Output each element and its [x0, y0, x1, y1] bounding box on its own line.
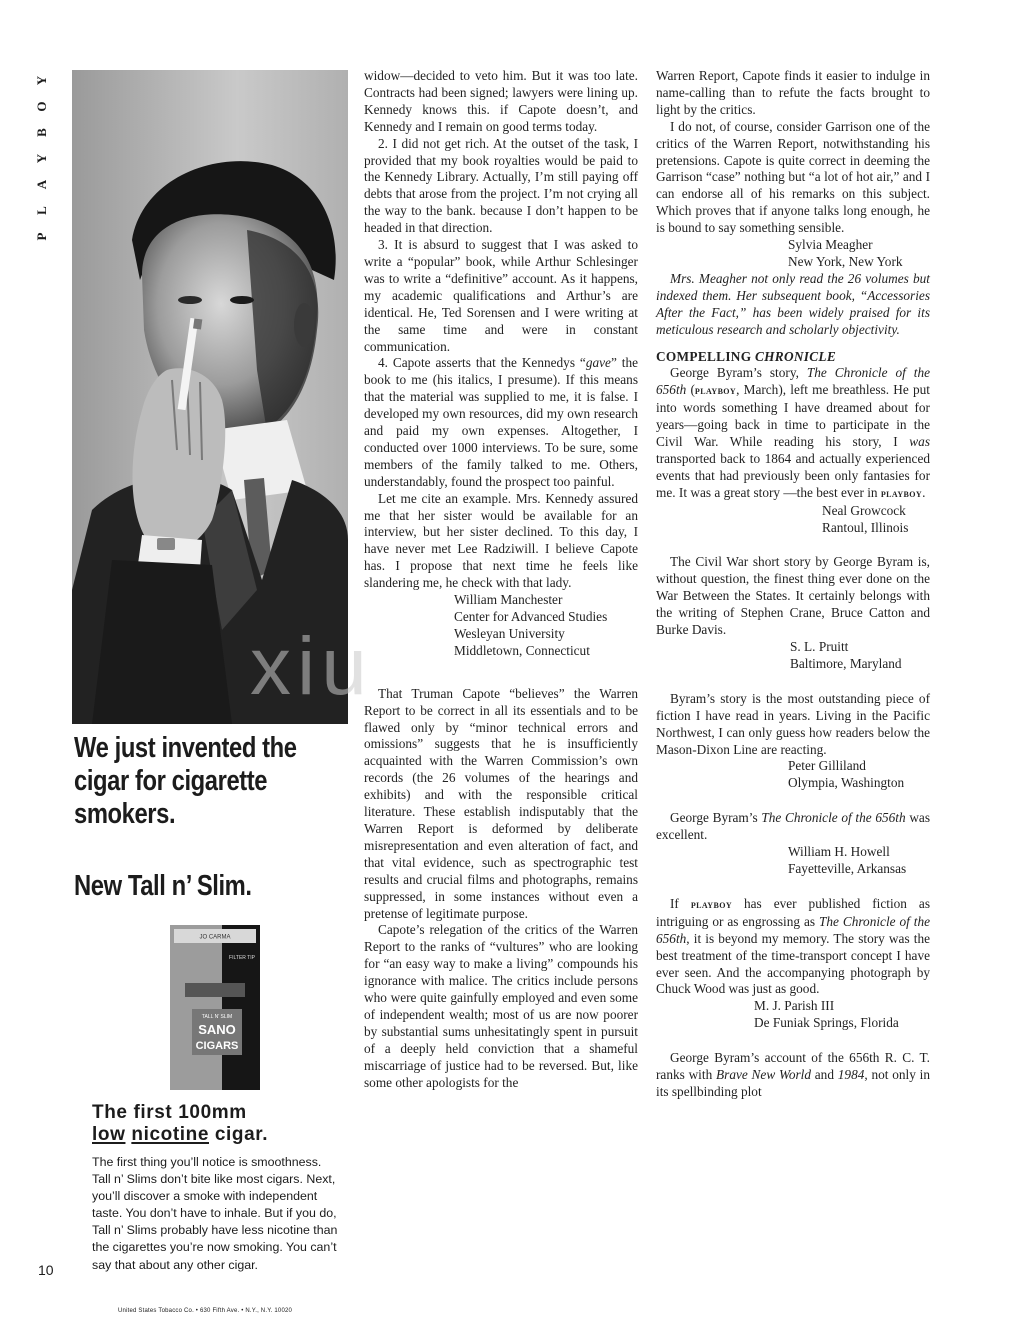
letter-signature [656, 639, 930, 673]
text-span: ( [686, 382, 695, 398]
spacer [656, 673, 930, 691]
paragraph: I do not, of course, consider Garrison one of the critics of the Warren Report, notwithstanding his pretensions. Capote is quite correct in deeming the Garrison “case” nothing but “a lot of hot air,” and I can endorse all of his remarks on this subject. Which proves that if anyone talks long enough, he is bound to say something sensible. [656, 118, 930, 236]
magazine-letter: L [34, 205, 49, 215]
ad-body-copy: The first thing you’ll notice is smoothness. Tall n’ Slims don’t bite like most cigars. Next, you’ll discover a smoke with independent taste. You don’t have to inhale. But if you do, Tall n’ Slims probably have less nicotine than the cigarettes you’re now smoking. You can’t say that about any other cigar. [92, 1155, 338, 1272]
signature-location: Rantoul, Illinois [822, 519, 909, 535]
text-span: If [670, 895, 691, 911]
paragraph: The Civil War short story by George Byram is, without question, the finest thing ever done on the War Between the States. It certainly belongs with the writing of Stephen Crane, Bruce Catton and Burke Davis. [656, 554, 930, 638]
letter-signature [656, 998, 930, 1032]
letter-signature [656, 237, 930, 271]
signature-location: Fayetteville, Arkansas [788, 860, 907, 876]
pack-product-name: CIGARS [195, 1040, 239, 1052]
signature-name: S. L. Pruitt [790, 639, 849, 654]
spacer [364, 660, 638, 686]
book-title: Brave New World [716, 1067, 811, 1083]
paragraph: Let me cite an example. Mrs. Kennedy assured me that her sister would be available for an interview, but her sister declined. To this day, I have never met Lee Radziwill. I believe Capote has. I propose that next time he feels like slandering me, he check with that lady. [364, 490, 638, 591]
story-title: The Chronicle of the 656th [761, 810, 906, 826]
magazine-name: playboy [694, 385, 737, 398]
magazine-letter: P [34, 231, 49, 241]
text-span: was excellent. [656, 810, 930, 843]
magazine-name-vertical [34, 70, 50, 252]
text-span: George Byram’s [670, 810, 762, 826]
pack-top-label: JO CARMA [199, 934, 231, 941]
paragraph [656, 810, 930, 844]
paragraph [364, 355, 638, 490]
ad-tagline [92, 1102, 268, 1146]
magazine-letter: B [34, 127, 49, 137]
page-number: 10 [38, 1262, 54, 1278]
ad-subhead: New Tall n’ Slim. [74, 870, 252, 902]
paragraph [656, 896, 930, 998]
magazine-letter: Y [34, 74, 49, 86]
signature-line: Center for Advanced Studies [454, 609, 608, 624]
signature-name: Sylvia Meagher [788, 237, 873, 253]
magazine-name: playboy [880, 487, 923, 500]
signature-location: Baltimore, Maryland [790, 655, 902, 671]
cigar-pack-image [170, 925, 260, 1090]
section-heading [656, 349, 930, 366]
heading-italic: CHRONICLE [754, 348, 836, 364]
tagline-cigar: cigar. [214, 1124, 269, 1145]
spacer [656, 1032, 930, 1050]
signature-line: Wesleyan University [454, 625, 565, 641]
paragraph: 2. I did not get rich. At the outset of the task, I provided that my book royalties would be paid to the Kennedy Library. Actually, I’m still paying off debts that arose from the project. I’m not crying all the way to the bank. because I don’t happen to be headed in that direction. [364, 135, 638, 236]
tagline-line-2 [92, 1124, 268, 1146]
paragraph: widow—decided to veto him. But it was too late. Contracts had been signed; lawyers were lining up. Kennedy knows this. if Capote doesn’t, and Kennedy and I remain on good terms today. [364, 68, 638, 134]
story-title: The Chronicle of the 656th [656, 913, 930, 946]
tagline-line-1: The first 100mm [92, 1102, 247, 1123]
paragraph: Byram’s story is the most outstanding piece of fiction I have read in years. Living in the Pacific Northwest, I can only guess how readers below the Mason-Dixon Line are reacting. [656, 690, 930, 757]
tagline-low: low [92, 1124, 126, 1145]
ad-photo-man-smoking [72, 70, 348, 724]
ad-footer-address: United States Tobacco Co. • 630 Fifth Ave. • N.Y., N.Y. 10020 [118, 1308, 293, 1314]
signature-name: William H. Howell [788, 844, 890, 860]
signature-name: William Manchester [454, 592, 563, 608]
text-span: , not only in its spellbinding plot [656, 1067, 930, 1099]
italic-word: gave [585, 355, 611, 371]
signature-location: New York, New York [788, 253, 903, 269]
letter-signature [364, 592, 638, 660]
signature-name: Neal Growcock [822, 502, 906, 518]
text-span: , it is beyond my memory. The story was the best treatment of the time-transport concept I have ever seen. And the accompanying photograph by Chuck Wood was just as good. [656, 930, 930, 997]
paragraph [656, 1050, 930, 1101]
heading-text: COMPELLING [656, 348, 755, 364]
cigar-pack-illustration [170, 925, 260, 1090]
text-span: has ever published fiction as intriguing or as engrossing as [656, 895, 930, 929]
book-title: 1984 [837, 1067, 865, 1083]
letter-signature [656, 844, 930, 878]
signature-location: De Funiak Springs, Florida [754, 1015, 899, 1031]
paragraph: Warren Report, Capote finds it easier to indulge in name-calling than to refute the facts brought to light by the critics. [656, 68, 930, 117]
pack-band-label: FILTER TIP [229, 955, 255, 961]
signature-name: Peter Gilliland [788, 758, 866, 774]
ad-headline: We just invented the cigar for cigarette smokers. [74, 732, 297, 830]
signature-location: Middletown, Connecticut [454, 642, 590, 658]
editor-note: Mrs. Meagher not only read the 26 volumes but indexed them. Her subsequent book, “Accessories After the Fact,” has been widely praised for its meticulous research and scholarly objectivity. [656, 270, 930, 337]
signature-name: M. J. Parish III [754, 998, 835, 1014]
letter-signature [656, 758, 930, 792]
magazine-letter: A [34, 178, 49, 190]
magazine-letter: O [34, 100, 49, 112]
paragraph: Capote’s relegation of the critics of the Warren Report to the ranks of “vultures” who are looking for “an easy way to make a living” compounds his ignorance with malice. The critics include persons who were quite gainfully employed and even some of independent wealth; most of us are now poorer by substantial sums unhesitatingly spent in pursuit of a deeply held conviction that a shameful miscarriage of justice had to be reversed. But, like some other apologists for the [364, 922, 638, 1090]
italic-word: was [909, 434, 930, 450]
text-span: transported back to 1864 and actually experienced events that had previously been only fantasies for me. It was a great story —the best ever in [656, 450, 930, 500]
pack-brand-name: SANO [198, 1022, 236, 1037]
text-span: George Byram’s account of the 656th R. C. T. ranks with [656, 1050, 930, 1083]
text-span: ” the book to me (his italics, I presume). If this means that the material was supplied to me, it is false. I developed my own resources, did my own research and paid my own expenses. Altogether, I conducted over 1000 interviews. To be sure, some members of the family talked to me. Others, understandably, found the prospect too painful. [364, 355, 638, 489]
text-span: . [922, 484, 926, 500]
spacer [656, 878, 930, 896]
magazine-letter: Y [34, 152, 49, 164]
watermark-text: xiu [250, 621, 373, 712]
text-span: 4. Capote asserts that the Kennedys “ [378, 355, 586, 371]
pack-brand-small: TALL N’ SLIM [201, 1014, 233, 1020]
paragraph: 3. It is absurd to suggest that I was asked to write a “popular” book, while Arthur Schlesinger was to write a “definitive” account. As it happens, my academic qualifications and Arthur’s are identical. He, Ted Sorensen and I were writing at the same time and were in constant communication. [364, 237, 638, 354]
text-span: George Byram’s story, [670, 365, 807, 381]
signature-location: Olympia, Washington [788, 775, 905, 791]
letter-signature [656, 503, 930, 537]
paragraph [656, 365, 930, 502]
text-span: and [811, 1067, 838, 1083]
cigar-advertisement [72, 70, 348, 1314]
magazine-name: playboy [690, 898, 733, 911]
text-span: , March), left me breathless. He put into words something I have dreamed about for years—going back in time to participate in the Civil War. While reading his story, I [656, 382, 930, 450]
letters-column-middle [364, 68, 638, 1091]
story-title: The Chronicle of the 656th [656, 365, 930, 398]
paragraph: That Truman Capote “believes” the Warren Report to be correct in all its essentials and to be flawed only by “minor technical errors and omissions” suggests that he is insufficiently acquainted with the Warren Commission’s own records (the 26 volumes of the hearings and exhibits) and with the responsible critical literature. These establish indisputably that the Warren Report is deformed by deliberate misrepresentation and even alteration of fact, and that vital evidence, such as spectrographic test results and crucial films and photographs, remains suppressed, in some instances without even a pretense of legitimate purpose. [364, 685, 638, 921]
spacer [656, 792, 930, 810]
ad-photo-illustration [72, 70, 348, 724]
tagline-nicotine: nicotine [131, 1124, 209, 1145]
letters-column-right [656, 68, 930, 1101]
spacer [656, 536, 930, 554]
